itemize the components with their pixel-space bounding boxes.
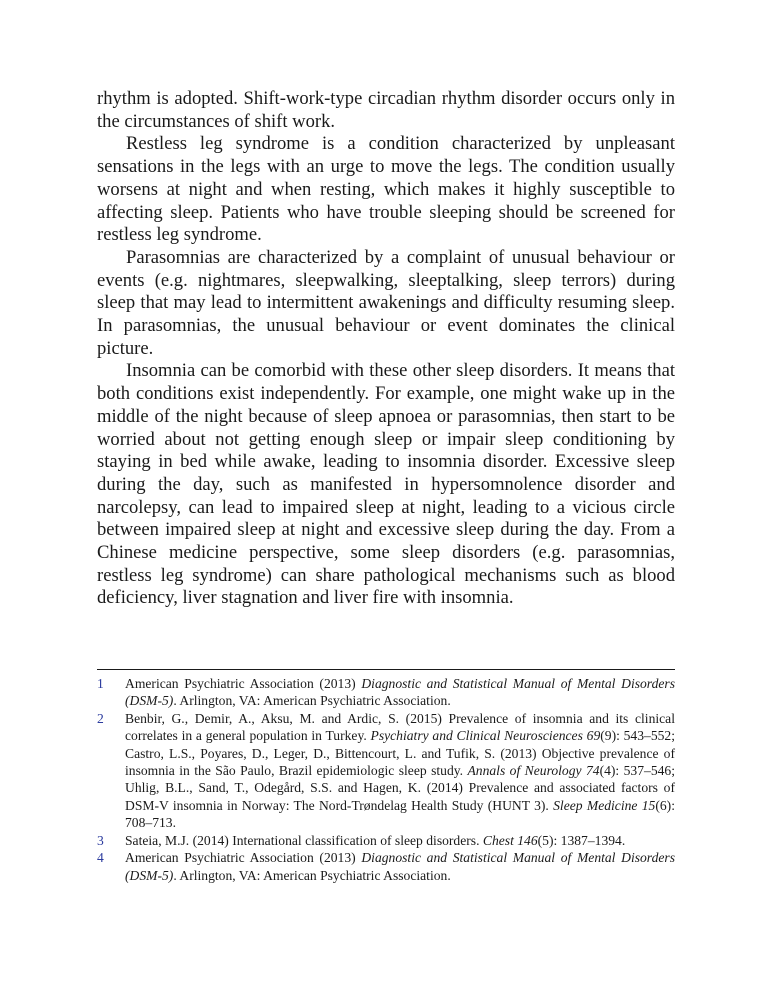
footnote-part: Benbir, G., Demir, A., Aksu, M. and Ardic, S. (2015) Prevalence of insomnia and its clinical correlates in a general population in Turkey. xyxy=(125,711,675,744)
paragraph-comorbid-insomnia: Insomnia can be comorbid with these other sleep disorders. It means that both conditions exist independently. For example, one might wake up in the middle of the night because of sleep apnoea or parasomnias, then start to be worried about not getting enough sleep or impair sleep conditioning by staying in bed while awake, leading to insomnia disorder. Excessive sleep during the day, such as manifested in hypersomnolence disorder and narcolepsy, can lead to impaired sleep at night, leading to a vicious circle between impaired sleep at night and excessive sleep during the day. From a Chinese medicine perspective, some sleep disorders (e.g. parasomnias, restless leg syndrome) can share pathological mechanisms such as blood deficiency, liver stagnation and liver fire with insomnia. xyxy=(97,360,675,609)
footnote-part-italic: Psychiatry and Clinical Neurosciences 69 xyxy=(370,728,601,744)
footnote-part: (9): 543–552; Castro, L.S., Poyares, D., Leger, D., Bittencourt, L. and Tufik, S. (2013) Objective prevalence of insomnia in the São Paulo, Brazil epidemiologic sleep study. xyxy=(125,728,675,778)
paragraph-parasomnias: Parasomnias are characterized by a complaint of unusual behaviour or events (e.g. nightmares, sleepwalking, sleeptalking, sleep terrors) during sleep that may lead to intermittent awakenings and difficulty resuming sleep. In parasomnias, the unusual behaviour or event dominates the clinical picture. xyxy=(97,246,675,359)
footnote-text xyxy=(125,849,675,884)
main-text xyxy=(97,88,675,610)
footnote-part: (6): 708–713. xyxy=(125,797,675,830)
footnotes xyxy=(97,675,675,885)
footnote-part: . Arlington, VA: American Psychiatric Association. xyxy=(173,867,451,883)
paragraph-restless-leg: Restless leg syndrome is a condition characterized by unpleasant sensations in the legs with an urge to move the legs. The condition usually worsens at night and when resting, which makes it highly susceptible to affecting sleep. Patients who have trouble sleeping should be screened for restless leg syndrome. xyxy=(97,133,675,246)
footnote-text xyxy=(125,675,675,710)
footnote-separator xyxy=(97,669,675,670)
footnote-text xyxy=(125,832,675,849)
footnote-part-italic: Sleep Medicine 15 xyxy=(553,797,656,813)
footnote-text xyxy=(125,710,675,831)
footnote-number[interactable]: 4 xyxy=(97,850,104,866)
footnote-number[interactable]: 2 xyxy=(97,711,104,727)
footnote-part-italic: Annals of Neurology 74 xyxy=(467,762,600,778)
footnote-part: Sateia, M.J. (2014) International classification of sleep disorders. xyxy=(125,832,483,848)
footnote xyxy=(97,675,675,710)
paragraph-continued: rhythm is adopted. Shift-work-type circadian rhythm disorder occurs only in the circumstances of shift work. xyxy=(97,88,675,132)
footnote xyxy=(97,849,675,884)
footnote-number[interactable]: 3 xyxy=(97,832,104,848)
footnote-number[interactable]: 1 xyxy=(97,676,104,691)
footnote-part: American Psychiatric Association (2013) xyxy=(125,676,362,691)
footnote-part: (5): 1387–1394. xyxy=(537,832,626,848)
footnote-part-italic: Diagnostic and Statistical Manual of Mental Disorders (DSM-5) xyxy=(125,676,676,709)
footnote-part: . Arlington, VA: American Psychiatric Association. xyxy=(173,693,451,709)
footnote-part-italic: Chest 146 xyxy=(482,832,538,848)
footnote xyxy=(97,832,675,849)
footnote-part-italic: Diagnostic and Statistical Manual of Mental Disorders (DSM-5) xyxy=(125,850,676,883)
footnote xyxy=(97,710,675,831)
footnote-part: (4): 537–546; Uhlig, B.L., Sand, T., Odegård, S.S. and Hagen, K. (2014) Prevalence and associated factors of DSM-V insomnia in Norway: The Nord-Trøndelag Health Study (HUNT 3). xyxy=(125,762,675,813)
footnote-part: American Psychiatric Association (2013) xyxy=(125,850,362,866)
